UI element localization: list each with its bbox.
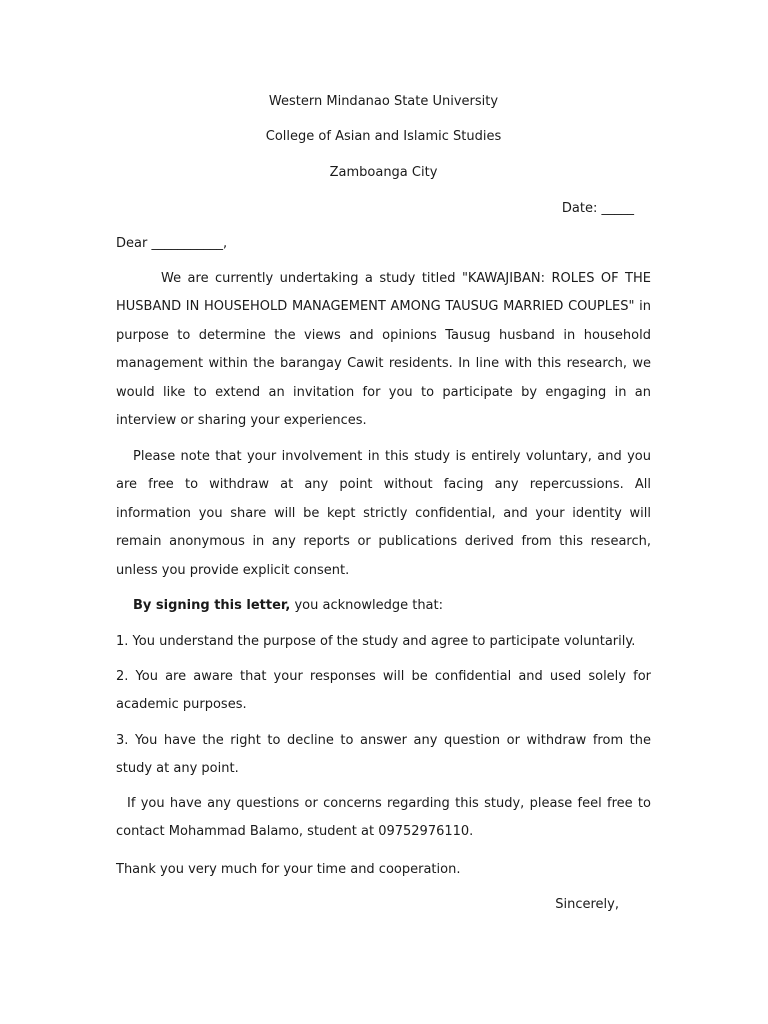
college-name: College of Asian and Islamic Studies [265,129,502,144]
acknowledge-bold: By signing this letter, [133,598,291,613]
intro-paragraph: We are currently undertaking a study titled "KAWAJIBAN: ROLES OF THE HUSBAND IN HOUSEHOLD MANAGEMENT AMONG TAUSUG MARRIED COUPLES" in purpose to determine the views and opinions Tausug husband in household management within the barangay Cawit residents. In line with this research, we would like to extend an invitation for you to participate by engaging in an interview or sharing your experiences. [116,271,651,429]
university-name: Western Mindanao State University [268,94,499,109]
acknowledge-line [133,598,443,614]
acknowledge-rest: you acknowledge that: [290,598,444,613]
contact-paragraph: If you have any questions or concerns regarding this study, please feel free to contact Mohammad Balamo, student at 09752976110. [116,796,651,840]
voluntary-paragraph: Please note that your involvement in this study is entirely voluntary, and you are free to withdraw at any point without facing any repercussions. All information you share will be kept strictly confidential, and your identity will remain anonymous in any reports or publications derived from this research, unless you provide explicit consent. [116,449,651,578]
list-item-1: 1. You understand the purpose of the study and agree to participate voluntarily. [116,634,636,649]
list-item-3: 3. You have the right to decline to answer any question or withdraw from the study at any point. [116,733,651,777]
date-line: Date: _____ [561,201,634,216]
thanks-line: Thank you very much for your time and cooperation. [116,862,461,877]
salutation: Dear ___________, [116,236,228,251]
closing-sincerely: Sincerely, [555,897,619,912]
city-name: Zamboanga City [329,165,438,180]
list-item-2: 2. You are aware that your responses will be confidential and used solely for academic purposes. [116,669,651,713]
